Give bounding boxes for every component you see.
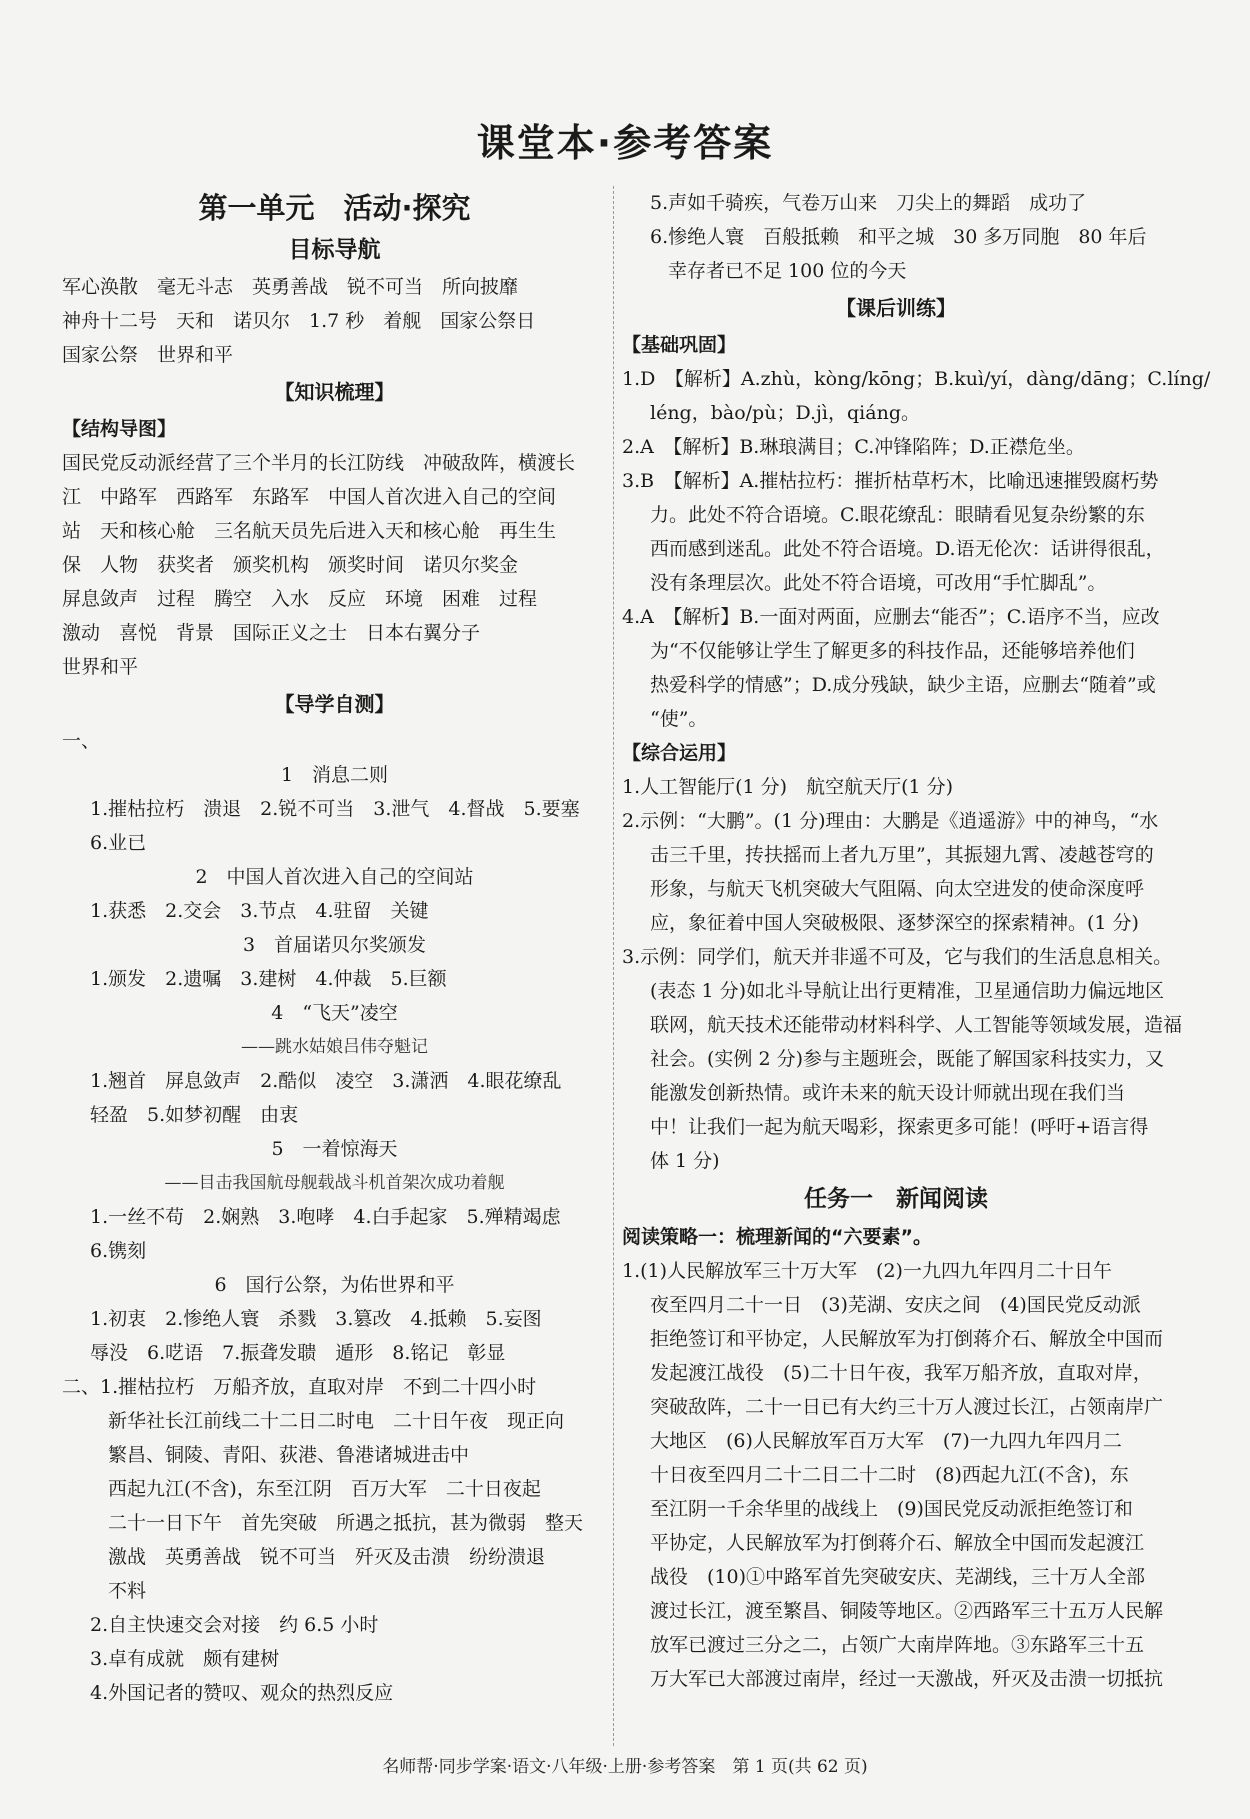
apply-line: 中！让我们一起为航天喝彩，探索更多可能！(呼吁+语言得 — [650, 1116, 1149, 1138]
part-two-line: 二、1.摧枯拉朽 万船齐放，直取对岸 不到二十四小时 — [62, 1376, 537, 1398]
apply-line: 能激发创新热情。或许未来的航天设计师就出现在我们当 — [650, 1082, 1126, 1104]
unit-title: 第一单元 活动·探究 — [198, 191, 471, 225]
goal-line: 国家公祭 世界和平 — [62, 344, 234, 366]
apply-line: 1.人工智能厅(1 分) 航空航天厅(1 分) — [622, 776, 954, 798]
strategy-line: 拒绝签订和平协定，人民解放军为打倒蒋介石、解放全中国而 — [650, 1328, 1164, 1350]
lesson-title: 6 国行公祭，为佑世界和平 — [214, 1274, 455, 1296]
strategy-line: 战役 (10)①中路军首先突破安庆、芜湖线，三十万人全部 — [650, 1566, 1146, 1588]
column-divider — [613, 186, 614, 1746]
basic-line: 没有条理层次。此处不符合语境，可改用“手忙脚乱”。 — [650, 572, 1107, 594]
structure-line: 保 人物 获奖者 颁奖机构 颁奖时间 诺贝尔奖金 — [62, 554, 519, 576]
after-class-title: 【课后训练】 — [836, 296, 956, 320]
structure-label: 【结构导图】 — [62, 418, 177, 440]
guide-section-title: 【导学自测】 — [274, 692, 395, 716]
part-two-line: 不料 — [108, 1580, 147, 1602]
part-two-line: 4.外国记者的赞叹、观众的热烈反应 — [90, 1682, 394, 1704]
part-two-line: 激战 英勇善战 锐不可当 歼灭及击溃 纷纷溃退 — [108, 1546, 546, 1568]
basic-label: 【基础巩固】 — [622, 334, 737, 356]
task-title: 任务一 新闻阅读 — [804, 1186, 988, 1212]
strategy-line: 1.(1)人民解放军三十万大军 (2)一九四九年四月二十日午 — [622, 1260, 1112, 1282]
basic-line: 热爱科学的情感”；D.成分残缺，缺少主语，应删去“随着”或 — [650, 674, 1156, 696]
part-two-line: 新华社长江前线二十二日二时电 二十日午夜 现正向 — [108, 1410, 565, 1432]
apply-line: 形象，与航天飞机突破大气阻隔、向太空进发的使命深度呼 — [650, 878, 1145, 900]
lesson-subtitle: ——跳水姑娘吕伟夺魁记 — [241, 1037, 428, 1057]
page-footer: 名师帮·同步学案·语文·八年级·上册·参考答案 第 1 页(共 62 页) — [382, 1757, 868, 1777]
apply-line: 体 1 分) — [650, 1150, 720, 1172]
structure-line: 世界和平 — [62, 656, 139, 678]
goal-line: 神舟十二号 天和 诺贝尔 1.7 秒 着舰 国家公祭日 — [62, 310, 536, 332]
lesson-answer: 1.一丝不苟 2.娴熟 3.咆哮 4.白手起家 5.殚精竭虑 — [90, 1206, 561, 1228]
strategy-line: 突破敌阵，二十一日已有大约三十万人渡过长江，占领南岸广 — [650, 1396, 1164, 1418]
lesson-title: 5 一着惊海天 — [271, 1138, 398, 1160]
lesson-subtitle: ——目击我国航母舰载战斗机首架次成功着舰 — [164, 1173, 505, 1193]
apply-line: 社会。(实例 2 分)参与主题班会，既能了解国家科技实力，又 — [650, 1048, 1164, 1070]
strategy-line: 渡过长江，渡至繁昌、铜陵等地区。②西路军三十五万人民解 — [650, 1600, 1164, 1622]
goal-title: 目标导航 — [288, 237, 381, 263]
lesson-answer: 辱没 6.呓语 7.振聋发聩 遁形 8.铭记 彰显 — [90, 1342, 506, 1364]
structure-line: 激动 喜悦 背景 国际正义之士 日本右翼分子 — [62, 622, 481, 644]
lesson-answer: 1.初衷 2.惨绝人寰 杀戮 3.篡改 4.抵赖 5.妄图 — [90, 1308, 542, 1330]
lesson-answer: 1.摧枯拉朽 溃退 2.锐不可当 3.泄气 4.督战 5.要塞 — [90, 798, 580, 820]
continued-answer: 6.惨绝人寰 百般抵赖 和平之城 30 多万同胞 80 年后 — [650, 226, 1147, 248]
lesson-answer: 6.镌刻 — [90, 1240, 147, 1262]
lesson-title: 2 中国人首次进入自己的空间站 — [195, 866, 474, 888]
left-column — [62, 186, 607, 1710]
lesson-title: 3 首届诺贝尔奖颁发 — [242, 934, 427, 956]
basic-line: “使”。 — [650, 708, 708, 730]
strategy-line: 发起渡江战役 (5)二十日午夜，我军万船齐放，直取对岸， — [650, 1362, 1152, 1384]
lesson-answer: 1.颁发 2.遗嘱 3.建树 4.仲裁 5.巨额 — [90, 968, 447, 990]
apply-line: 应，象征着中国人突破极限、逐梦深空的探索精神。(1 分) — [650, 912, 1139, 934]
lesson-answer: 6.业已 — [90, 832, 147, 854]
lesson-answer: 1.获悉 2.交会 3.节点 4.驻留 关键 — [90, 900, 429, 922]
right-column — [622, 186, 1211, 1696]
strategy-line: 放军已渡过三分之二，占领广大南岸阵地。③东路军三十五 — [650, 1634, 1145, 1656]
strategy-line: 十日夜至四月二十二日二十二时 (8)西起九江(不含)，东 — [650, 1464, 1129, 1486]
part-two-line: 二十一日下午 首先突破 所遇之抵抗，甚为微弱 整天 — [108, 1512, 584, 1534]
apply-line: 2.示例：“大鹏”。(1 分)理由：大鹏是《逍遥游》中的神鸟，“水 — [622, 810, 1159, 832]
strategy-line: 夜至四月二十一日 (3)芜湖、安庆之间 (4)国民党反动派 — [650, 1294, 1141, 1316]
basic-line: 力。此处不符合语境。C.眼花缭乱：眼睛看见复杂纷繁的东 — [650, 504, 1145, 526]
part-two-line: 2.自主快速交会对接 约 6.5 小时 — [90, 1614, 379, 1636]
basic-line: 西而感到迷乱。此处不符合语境。D.语无伦次：话讲得很乱， — [650, 538, 1165, 560]
strategy-line: 至江阴一千余华里的战线上 (9)国民党反动派拒绝签订和 — [650, 1498, 1133, 1520]
structure-line: 江 中路军 西路军 东路军 中国人首次进入自己的空间 — [62, 486, 557, 508]
structure-line: 国民党反动派经营了三个半月的长江防线 冲破敌阵，横渡长 — [62, 452, 576, 474]
structure-line: 站 天和核心舱 三名航天员先后进入天和核心舱 再生生 — [62, 520, 557, 542]
lesson-title: 4 “飞天”凌空 — [271, 1002, 398, 1024]
knowledge-section-title: 【知识梳理】 — [274, 380, 395, 404]
part-one-marker: 一、 — [62, 730, 101, 752]
basic-line: 4.A 【解析】B.一面对两面，应删去“能否”；C.语序不当，应改 — [622, 606, 1160, 628]
basic-line: 3.B 【解析】A.摧枯拉朽：摧折枯草朽木，比喻迅速摧毁腐朽势 — [622, 470, 1159, 492]
strategy-line: 大地区 (6)人民解放军百万大军 (7)一九四九年四月二 — [650, 1430, 1122, 1452]
part-two-line: 西起九江(不含)，东至江阴 百万大军 二十日夜起 — [108, 1478, 541, 1500]
part-two-line: 3.卓有成就 颇有建树 — [90, 1648, 280, 1670]
strategy-label: 阅读策略一：梳理新闻的“六要素”。 — [622, 1226, 932, 1248]
basic-line: 1.D 【解析】A.zhù，kòng/kōng；B.kuì/yí，dàng/dāng；C.líng/ — [622, 368, 1211, 390]
apply-label: 【综合运用】 — [622, 742, 737, 764]
structure-line: 屏息敛声 过程 腾空 入水 反应 环境 困难 过程 — [62, 588, 538, 610]
apply-line: 联网，航天技术还能带动材料科学、人工智能等领域发展，造福 — [650, 1014, 1183, 1036]
lesson-answer: 轻盈 5.如梦初醒 由衷 — [90, 1104, 299, 1126]
lesson-title: 1 消息二则 — [280, 764, 389, 786]
apply-line: (表态 1 分)如北斗导航让出行更精准，卫星通信助力偏远地区 — [650, 980, 1164, 1002]
basic-line: léng，bào/pù；D.jì，qiáng。 — [650, 402, 920, 424]
basic-line: 2.A 【解析】B.琳琅满目；C.冲锋陷阵；D.正襟危坐。 — [622, 436, 1085, 458]
part-two-line: 繁昌、铜陵、青阳、荻港、鲁港诸城进击中 — [108, 1444, 470, 1466]
lesson-answer: 1.翘首 屏息敛声 2.酷似 凌空 3.潇洒 4.眼花缭乱 — [90, 1070, 562, 1092]
continued-answer: 5.声如千骑疾，气卷万山来 刀尖上的舞蹈 成功了 — [650, 192, 1087, 214]
strategy-line: 万大军已大部渡过南岸，经过一天激战，歼灭及击溃一切抵抗 — [650, 1668, 1164, 1690]
apply-line: 3.示例：同学们，航天并非遥不可及，它与我们的生活息息相关。 — [622, 946, 1173, 968]
basic-line: 为“不仅能够让学生了解更多的科技作品，还能够培养他们 — [650, 640, 1135, 662]
apply-line: 击三千里，抟扶摇而上者九万里”，其振翅九霄、凌越苍穹的 — [650, 844, 1154, 866]
strategy-line: 平协定，人民解放军为打倒蒋介石、解放全中国而发起渡江 — [650, 1532, 1145, 1554]
page-title: 课堂本·参考答案 — [476, 121, 774, 165]
goal-line: 军心涣散 毫无斗志 英勇善战 锐不可当 所向披靡 — [62, 276, 519, 298]
continued-answer: 幸存者已不足 100 位的今天 — [668, 260, 907, 282]
